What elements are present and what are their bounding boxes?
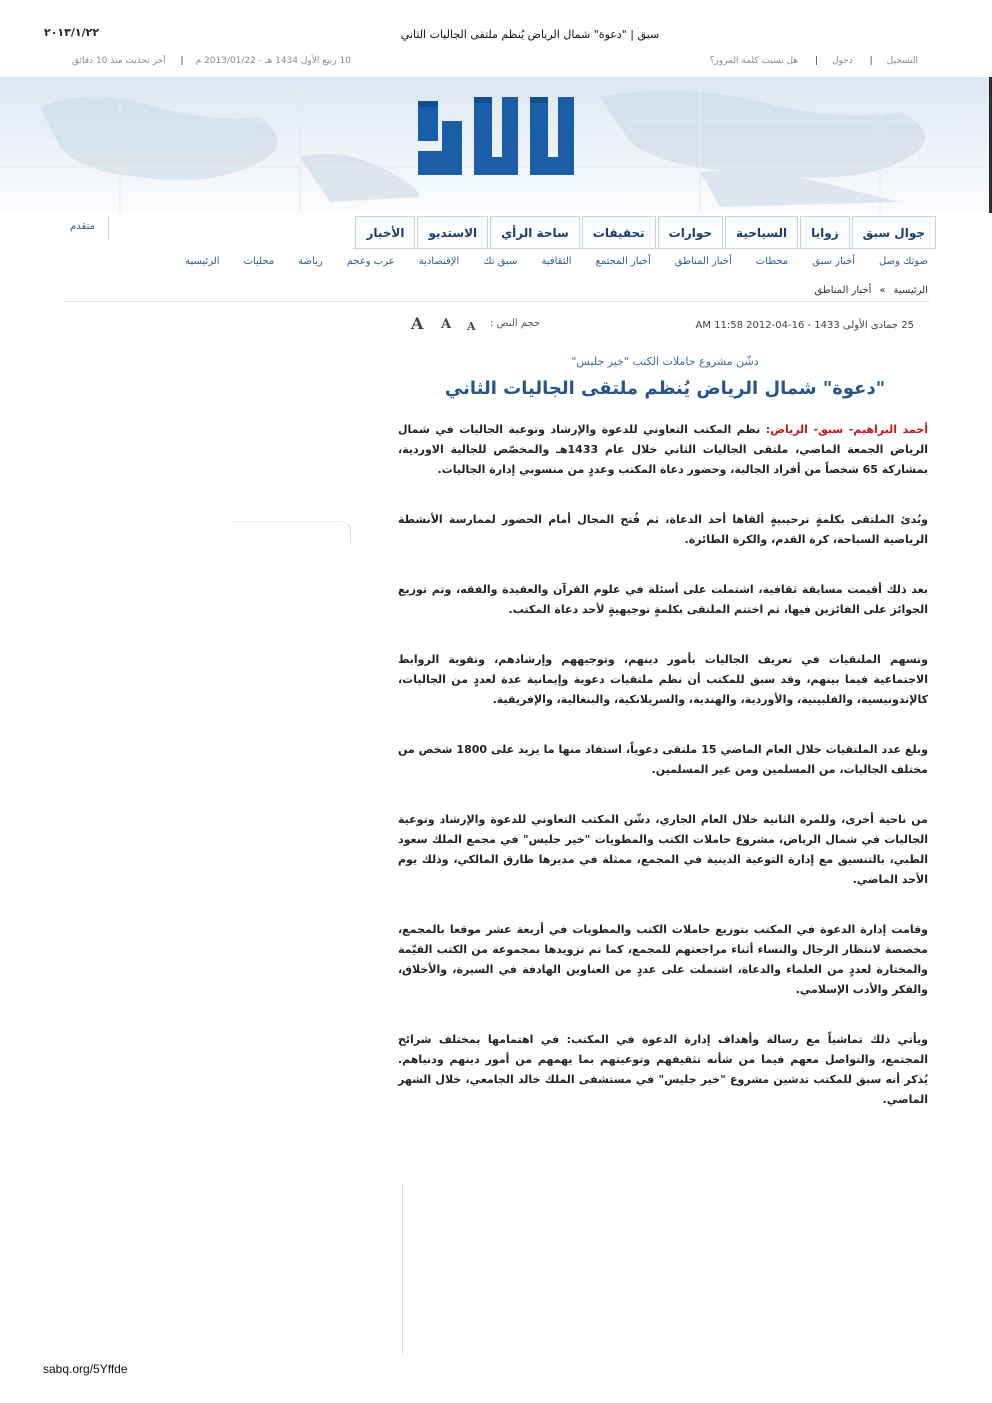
- article-body: [398, 420, 928, 1140]
- article-paragraph: بعد ذلك أقيمت مسابقة ثقافية، اشتملت على أسئلة في علوم القرآن والعقيدة والفقه، وتم توزيع الجوائز على الفائزين فيها، ثم اختتم الملتقى بكلمةٍ توجيهيةٍ لأحد دعاة المكتب.: [398, 583, 928, 616]
- login-link[interactable]: دخول: [831, 56, 853, 66]
- print-date: ٢٠١٣/١/٢٢: [44, 26, 100, 39]
- divider: |: [180, 56, 184, 66]
- divider: |: [869, 56, 873, 66]
- print-page-title: سبق | "دعوة" شمال الرياض يُنظم ملتقى الجاليات الثاني: [400, 28, 660, 41]
- font-small-button[interactable]: A: [467, 320, 476, 333]
- tab-tourism[interactable]: السياحية: [725, 216, 798, 248]
- article-byline: أحمد البراهيم- سبق- الرياض:: [765, 423, 928, 436]
- register-link[interactable]: التسجيل: [886, 56, 918, 66]
- article-paragraph: وتسهم الملتقيات في تعريف الجاليات بأمور دينهم، وتوجيههم وإرشادهم، وتقوية الروابط الاجتماعية فيما بينهم، وقد سبق للمكتب أن نظم ملتقيات دعوية وإيمانية عدة لعددٍ من الجاليات، كالإندونيسية، والفلبينية، والأوردية، والهندية، والسريلانكية، والبنغالية، والإفريقية.: [398, 653, 928, 706]
- article-paragraph: من ناحية أخرى، وللمرة الثانية خلال العام الجاري، دشّن المكتب التعاوني للدعوة والإرشاد وتوعية الجاليات في شمال الرياض، مشروع حاملات الكتب والمطويات "خير جليس" في مجمع الملك سعود الطبي، بالتنسيق مع إدارة التوعية الدينية في المجمع، ممثلة في مديرها طارق المالكي، وذلك يوم الأحد الماضي.: [398, 813, 928, 886]
- subnav-sports[interactable]: رياضة: [298, 256, 323, 267]
- subnav-local[interactable]: محليات: [243, 256, 275, 267]
- account-links: [700, 56, 928, 66]
- article-paragraph: وقامت إدارة الدعوة في المكتب بتوزيع حاملات الكتب والمطويات في أربعة عشر موقعا بالمجمع، مخصصة لانتظار الرجال والنساء أثناء مراجعتهم للمجمع، كما تم تزويدها بمجموعة من الكتب القيّمة والمختارة لعددٍ من العلماء والدعاة، اشتملت على عددٍ من العناوين الهادفة في السيرة، والأخلاق، والفكر والأدب الإسلامي.: [398, 923, 928, 996]
- forgot-password-link[interactable]: هل نسيت كلمة المرور؟: [709, 56, 799, 66]
- tab-news[interactable]: الأخبار: [355, 216, 415, 248]
- breadcrumb-home[interactable]: الرئيسية: [893, 285, 928, 296]
- tab-interviews[interactable]: حوارات: [658, 216, 723, 248]
- sub-nav: [185, 256, 928, 267]
- subnav-sabq-news[interactable]: أخبار سبق: [812, 256, 856, 267]
- breadcrumb-separator: »: [879, 285, 886, 296]
- divider: [108, 216, 109, 240]
- font-large-button[interactable]: A: [411, 314, 424, 333]
- sabq-logo[interactable]: [418, 93, 578, 179]
- article-subheadline: دشّن مشروع حاملات الكتب "خير جليس": [571, 355, 759, 368]
- tab-opinion[interactable]: ساحة الرأي: [490, 216, 580, 248]
- article-paragraph: ويأتي ذلك تماشياً مع رسالة وأهداف إدارة الدعوة في المكتب: في اهتمامها بمختلف شرائح المجتمع، والتواصل معهم فيما من شأنه تثقيفهم وتوعيتهم بما يهمهم من أمور دينهم ودنياهم. يُذكر أنه سبق للمكتب تدشين مشروع "خير جليس" في مستشفى الملك خالد الجامعي، خلال الشهر الماضي.: [398, 1033, 928, 1106]
- article-date: 25 جمادى الأولى 1433 - 16-04-2012 11:58 AM: [695, 320, 914, 331]
- article-paragraph: [398, 420, 928, 480]
- article-paragraph: وبُدئ الملتقى بكلمةٍ ترحيبيةٍ ألقاها أحد الدعاة، ثم فُتح المجال أمام الحضور لممارسة الأنشطة الرياضية السباحة، كرة القدم، والكرة الطائرة.: [398, 513, 928, 546]
- subnav-economy[interactable]: الإقتصادية: [418, 256, 460, 267]
- sabq-logo-mark: [418, 93, 578, 179]
- subnav-regions[interactable]: أخبار المناطق: [674, 256, 732, 267]
- tab-studio[interactable]: الاستديو: [417, 216, 488, 248]
- font-medium-button[interactable]: A: [441, 317, 452, 332]
- subnav-society[interactable]: أخبار المجتمع: [595, 256, 651, 267]
- subnav-home[interactable]: الرئيسية: [185, 256, 220, 267]
- subnav-your-voice[interactable]: صوتك وصل: [879, 256, 928, 267]
- article-headline: "دعوة" شمال الرياض يُنظم ملتقى الجاليات الثاني: [444, 378, 886, 399]
- font-size-label: حجم النص :: [490, 318, 541, 329]
- divider: [64, 301, 929, 302]
- tab-mobile[interactable]: جوال سبق: [852, 216, 936, 248]
- paragraph-text: نظم المكتب التعاوني للدعوة والإرشاد وتوعية الجاليات في شمال الرياض الجمعة الماضي، ملتقى الجاليات الثاني خلال عام 1433هـ والمخصّص للجالية الاوردية، بمشاركة 65 شخصاً من أفراد الجالية، وحضور دعاة المكتب وعددٍ من منسوبي إدارة الجاليات.: [398, 423, 928, 476]
- article-paragraph: وبلغ عدد الملتقيات خلال العام الماضي 15 ملتقى دعوياً، استفاد منها ما يزيد على 1800 شخص من مختلف الجاليات، من المسلمين ومن غير المسلمين.: [398, 743, 929, 776]
- subnav-tech[interactable]: سبق تك: [483, 256, 518, 267]
- subnav-culture[interactable]: الثقافية: [541, 256, 572, 267]
- date-info: [64, 56, 359, 66]
- divider: |: [814, 56, 818, 66]
- subnav-world[interactable]: عرب وعجم: [346, 256, 395, 267]
- main-nav-tabs: [353, 216, 936, 249]
- tab-investigations[interactable]: تحقيقات: [582, 216, 656, 248]
- breadcrumb-section[interactable]: أخبار المناطق: [814, 285, 872, 296]
- sidebar-widget-frame: [232, 521, 351, 542]
- breadcrumb: [814, 285, 928, 296]
- subnav-stations[interactable]: محطات: [755, 256, 789, 267]
- tab-columns[interactable]: زوايا: [800, 216, 850, 248]
- short-url[interactable]: sabq.org/5Yffde: [43, 1362, 128, 1376]
- last-update: آخر تحديث منذ 10 دقائق: [72, 56, 166, 66]
- column-divider: [402, 1184, 403, 1354]
- advanced-search-link[interactable]: متقدم: [70, 221, 95, 232]
- hijri-date: 10 ربيع الأول 1434 هـ - 2013/01/22 م: [195, 56, 351, 66]
